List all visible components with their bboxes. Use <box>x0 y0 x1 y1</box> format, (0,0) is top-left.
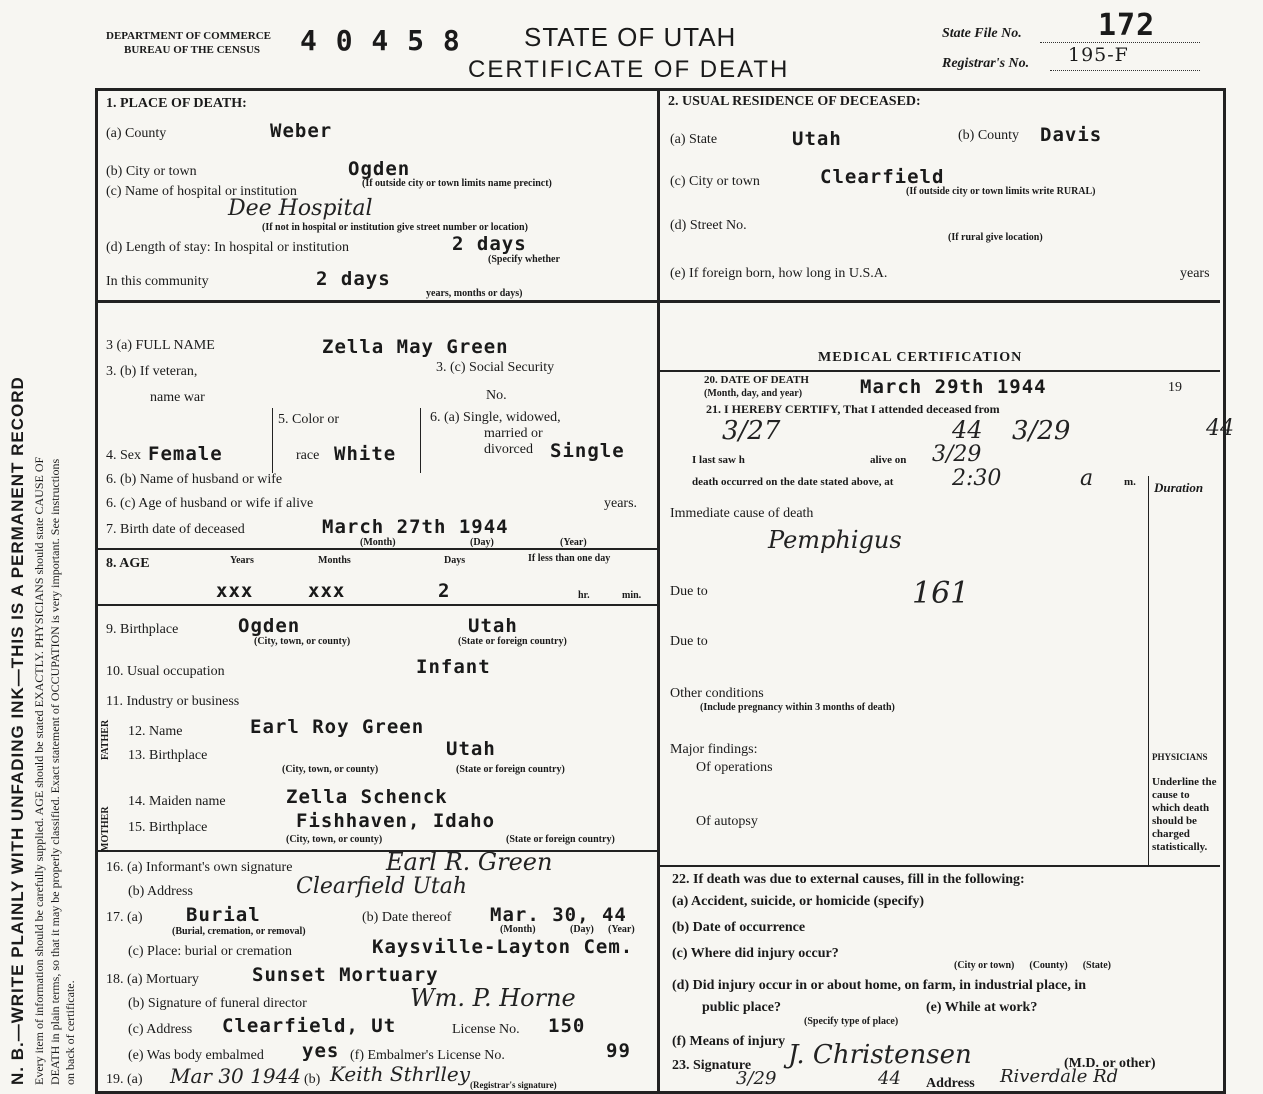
res-county-value: Davis <box>1040 124 1103 146</box>
registrar-signature-note: (Registrar's signature) <box>470 1080 557 1090</box>
item19-b: (b) <box>304 1072 321 1087</box>
certificate-number: 4 0 4 5 8 <box>300 24 461 57</box>
age-years-head: Years <box>230 555 254 566</box>
work-label: (e) While at work? <box>926 1000 1038 1015</box>
ss-no: No. <box>486 388 507 403</box>
other-conditions-note: (Include pregnancy within 3 months of death) <box>700 702 895 713</box>
industry-label: 11. Industry or business <box>106 694 240 709</box>
res-city-label: (c) City or town <box>670 174 760 189</box>
due-to-2-label: Due to <box>670 634 708 649</box>
stay-value: 2 days <box>452 233 527 255</box>
community-label: In this community <box>106 274 209 289</box>
father-city-note: (City, town, or county) <box>282 764 379 775</box>
mortuary-value: Sunset Mortuary <box>252 964 439 986</box>
birthplace-city-note: (City, town, or county) <box>254 636 351 647</box>
mother-birth-value: Fishhaven, Idaho <box>296 810 496 832</box>
res-city-value: Clearfield <box>820 166 945 188</box>
war-label: name war <box>150 390 205 405</box>
birth-value: March 27th 1944 <box>322 516 509 538</box>
color-label: 5. Color or <box>278 412 340 427</box>
mortuary-label: 18. (a) Mortuary <box>106 972 199 987</box>
date-nineteen: 19 <box>1168 380 1182 395</box>
age-hr: hr. <box>578 590 590 601</box>
embalmed-value: yes <box>302 1040 340 1062</box>
community-value: 2 days <box>316 268 391 290</box>
certify-label: 21. I HEREBY CERTIFY, That I attended deceased from <box>706 402 1000 416</box>
date-of-death-note: (Month, day, and year) <box>704 388 803 399</box>
res-county-label: (b) County <box>958 128 1020 143</box>
county-label: (a) County <box>106 126 167 141</box>
veteran-label: 3. (b) If veteran, <box>106 364 198 379</box>
margin-note-2: DEATH in plain terms, so that it may be properly classified. Exact statement of OCCUPATION is very important. See instructions <box>48 458 62 1085</box>
age-label: 8. AGE <box>106 556 150 571</box>
fullname-label: 3 (a) FULL NAME <box>106 338 215 353</box>
age-days-head: Days <box>444 555 466 566</box>
birthplace-state: Utah <box>468 615 518 637</box>
signature-year: 44 <box>878 1068 901 1089</box>
mother-city-note: (City, town, or county) <box>286 834 383 845</box>
state-file-value: 172 <box>1098 8 1156 43</box>
informant-label: 16. (a) Informant's own signature <box>106 860 293 875</box>
registrar-label: Registrar's No. <box>942 56 1030 71</box>
burial-date-month: (Month) <box>500 924 536 935</box>
age-less-head: If less than one day <box>528 553 611 564</box>
director-label: (b) Signature of funeral director <box>128 996 307 1011</box>
immediate-label: Immediate cause of death <box>670 506 814 521</box>
item19-label: 19. (a) <box>106 1072 143 1087</box>
burial-note: (Burial, cremation, or removal) <box>172 926 306 937</box>
external-label: 22. If death was due to external causes, fill in the following: <box>672 872 1025 887</box>
burial-date-label: (b) Date thereof <box>362 910 452 925</box>
attended-to-year: 44 <box>1206 416 1234 441</box>
margin-main-text: N. B.—WRITE PLAINLY WITH UNFADING INK—THIS IS A PERMANENT RECORD <box>8 376 27 1085</box>
attended-from-year: 44 <box>952 416 983 444</box>
informant-address-label: (b) Address <box>128 884 193 899</box>
father-side-label: FATHER <box>100 719 111 760</box>
major-findings-label: Major findings: <box>670 742 758 757</box>
medical-divider <box>660 370 1220 372</box>
state-of-utah: STATE OF UTAH <box>524 22 737 52</box>
race-value: White <box>334 443 397 465</box>
mother-state-note: (State or foreign country) <box>506 834 615 845</box>
birthplace-state-note: (State or foreign country) <box>458 636 567 647</box>
physician-signature: J. Christensen <box>788 1040 972 1070</box>
marital-label-3: divorced <box>484 442 533 457</box>
burial-date-value: Mar. 30, 44 <box>490 904 627 926</box>
signature-address-value: Riverdale Rd <box>1000 1066 1119 1087</box>
occurred-label: death occurred on the date stated above, at <box>692 476 894 488</box>
age-days-value: 2 <box>438 580 451 602</box>
res-foreign-label: (e) If foreign born, how long in U.S.A. <box>670 266 888 281</box>
age-husband-years: years. <box>604 496 638 511</box>
hospital-note: (If outside city or town limits name precinct) <box>362 178 552 189</box>
death-m: m. <box>1124 476 1136 488</box>
margin-note-1: Every item of information should be carefully supplied. AGE should be stated EXACTLY. PHYSICIANS should state CAUSE OF <box>32 456 46 1085</box>
type-note: (Specify type of place) <box>804 1016 899 1027</box>
public-label: public place? <box>702 1000 781 1015</box>
means-label: (f) Means of injury <box>672 1034 786 1049</box>
left-divider-informant <box>95 850 657 852</box>
duration-head: Duration <box>1154 480 1204 495</box>
birth-label: 7. Birth date of deceased <box>106 522 245 537</box>
operations-label: Of operations <box>696 760 773 775</box>
due-to-1-label: Due to <box>670 584 708 599</box>
age-months-value: xxx <box>308 580 346 602</box>
death-ampm: a <box>1080 466 1094 491</box>
license-label: License No. <box>452 1022 520 1037</box>
sex-label: 4. Sex <box>106 448 141 463</box>
father-state-note: (State or foreign country) <box>456 764 565 775</box>
res-street-note: (If rural give location) <box>948 232 1043 243</box>
left-divider-birthplace <box>95 604 657 606</box>
informant-signature: Earl R. Green <box>386 848 553 876</box>
right-section-divider-1 <box>660 300 1220 303</box>
registrar-value: 195-F <box>1068 44 1129 66</box>
city-label: (b) City or town <box>106 164 197 179</box>
last-saw-label: I last saw h <box>692 454 745 466</box>
birth-year-note: (Year) <box>560 537 587 548</box>
left-section-divider-1 <box>95 300 657 303</box>
residence-heading: 2. USUAL RESIDENCE OF DECEASED: <box>668 94 921 109</box>
marital-box-left <box>420 408 421 473</box>
specify-note: (Specify whether <box>488 254 560 265</box>
hospital-label: (c) Name of hospital or institution <box>106 184 297 199</box>
marital-value: Single <box>550 440 625 462</box>
mother-birth-label: 15. Birthplace <box>128 820 208 835</box>
burial-place-label: (c) Place: burial or cremation <box>128 944 293 959</box>
birth-month-note: (Month) <box>360 537 396 548</box>
father-birth-label: 13. Birthplace <box>128 748 208 763</box>
due-to-1-value: 161 <box>912 576 970 611</box>
license-value: 150 <box>548 1015 586 1037</box>
accident-label: (a) Accident, suicide, or homicide (specify) <box>672 894 925 909</box>
res-foreign-years: years <box>1180 266 1210 281</box>
informant-address-value: Clearfield Utah <box>296 874 467 899</box>
hospital-note-2: (If not in hospital or institution give street number or location) <box>262 222 528 233</box>
age-months-head: Months <box>318 555 351 566</box>
physicians-note: Underline the cause to which death should be charged statistically. <box>1152 776 1217 853</box>
embalmer-value: 99 <box>606 1040 631 1062</box>
dept-commerce: DEPARTMENT OF COMMERCE <box>106 30 272 42</box>
immediate-value: Pemphigus <box>768 526 902 554</box>
sex-value: Female <box>148 443 223 465</box>
marital-label: 6. (a) Single, widowed, <box>430 410 561 425</box>
birth-day-note: (Day) <box>470 537 494 548</box>
embalmer-label: (f) Embalmer's License No. <box>350 1048 505 1063</box>
ss-label: 3. (c) Social Security <box>436 360 555 375</box>
birthplace-label: 9. Birthplace <box>106 622 179 637</box>
marital-label-2: married or <box>484 426 543 441</box>
signature-address-label: Address <box>926 1076 975 1091</box>
left-divider-age <box>95 548 657 550</box>
hospital-value: Dee Hospital <box>228 196 373 221</box>
burial-place-value: Kaysville-Layton Cem. <box>372 936 634 958</box>
father-name-label: 12. Name <box>128 724 183 739</box>
res-street-label: (d) Street No. <box>670 218 747 233</box>
attended-to: 3/29 <box>1012 416 1071 446</box>
director-signature: Wm. P. Horne <box>410 984 576 1012</box>
left-margin <box>0 0 80 1092</box>
mortuary-address-label: (c) Address <box>128 1022 193 1037</box>
mother-maiden-value: Zella Schenck <box>286 786 448 808</box>
res-city-note: (If outside city or town limits write RURAL) <box>906 186 1096 197</box>
birthplace-city: Ogden <box>238 615 301 637</box>
item19-value: Mar 30 1944 <box>170 1064 302 1088</box>
medical-heading: MEDICAL CERTIFICATION <box>818 350 1023 365</box>
father-name-value: Earl Roy Green <box>250 716 425 738</box>
right-divider-external <box>660 865 1220 867</box>
burial-date-day: (Day) <box>570 924 594 935</box>
date-of-death-value: March 29th 1944 <box>860 376 1047 398</box>
fullname-value: Zella May Green <box>322 336 509 358</box>
age-years-value: xxx <box>216 580 254 602</box>
margin-note-3: on back of certificate. <box>63 980 77 1085</box>
burial-date-year: (Year) <box>608 924 635 935</box>
age-min: min. <box>622 590 642 601</box>
certificate-title: CERTIFICATE OF DEATH <box>468 56 790 83</box>
state-file-label: State File No. <box>942 26 1022 41</box>
mother-side-label: MOTHER <box>100 806 111 852</box>
occupation-value: Infant <box>416 656 491 678</box>
other-conditions-label: Other conditions <box>670 686 764 701</box>
signature-date: 3/29 <box>736 1068 777 1089</box>
race-label: race <box>296 448 320 463</box>
alive-on-value: 3/29 <box>932 442 982 467</box>
md-label: (M.D. or other) <box>1064 1056 1156 1071</box>
home-label: (d) Did injury occur in or about home, on farm, in industrial place, in <box>672 978 1087 993</box>
where-label: (c) Where did injury occur? <box>672 946 839 961</box>
age-husband-label: 6. (c) Age of husband or wife if alive <box>106 496 314 511</box>
physicians-head: PHYSICIANS <box>1152 752 1208 762</box>
autopsy-label: Of autopsy <box>696 814 758 829</box>
place-of-death-heading: 1. PLACE OF DEATH: <box>106 96 247 111</box>
duration-col <box>1148 476 1149 866</box>
death-time: 2:30 <box>952 466 1002 491</box>
occupation-label: 10. Usual occupation <box>106 664 225 679</box>
husband-label: 6. (b) Name of husband or wife <box>106 472 283 487</box>
mortuary-address-value: Clearfield, Ut <box>222 1015 397 1037</box>
bureau-census: BUREAU OF THE CENSUS <box>124 44 261 56</box>
attended-from: 3/27 <box>722 416 781 446</box>
color-box-left <box>272 408 273 473</box>
county-value: Weber <box>270 120 333 142</box>
item19-signature: Keith Sthrlley <box>330 1062 471 1086</box>
burial-value: Burial <box>186 904 261 926</box>
burial-label: 17. (a) <box>106 910 143 925</box>
date-of-death-label: 20. DATE OF DEATH <box>704 374 809 386</box>
res-state-value: Utah <box>792 128 842 150</box>
father-birth-value: Utah <box>446 738 496 760</box>
signature-label: 23. Signature <box>672 1058 752 1073</box>
where-note: (City or town) (County) (State) <box>954 960 1112 971</box>
embalmed-label: (e) Was body embalmed <box>128 1048 264 1063</box>
mother-maiden-label: 14. Maiden name <box>128 794 226 809</box>
units-note: years, months or days) <box>426 288 523 299</box>
column-divider <box>657 88 660 1092</box>
res-state-label: (a) State <box>670 132 718 147</box>
stay-label: (d) Length of stay: In hospital or institution <box>106 240 350 255</box>
city-value: Ogden <box>348 158 411 180</box>
alive-on-label: alive on <box>870 454 907 466</box>
occurrence-label: (b) Date of occurrence <box>672 920 806 935</box>
